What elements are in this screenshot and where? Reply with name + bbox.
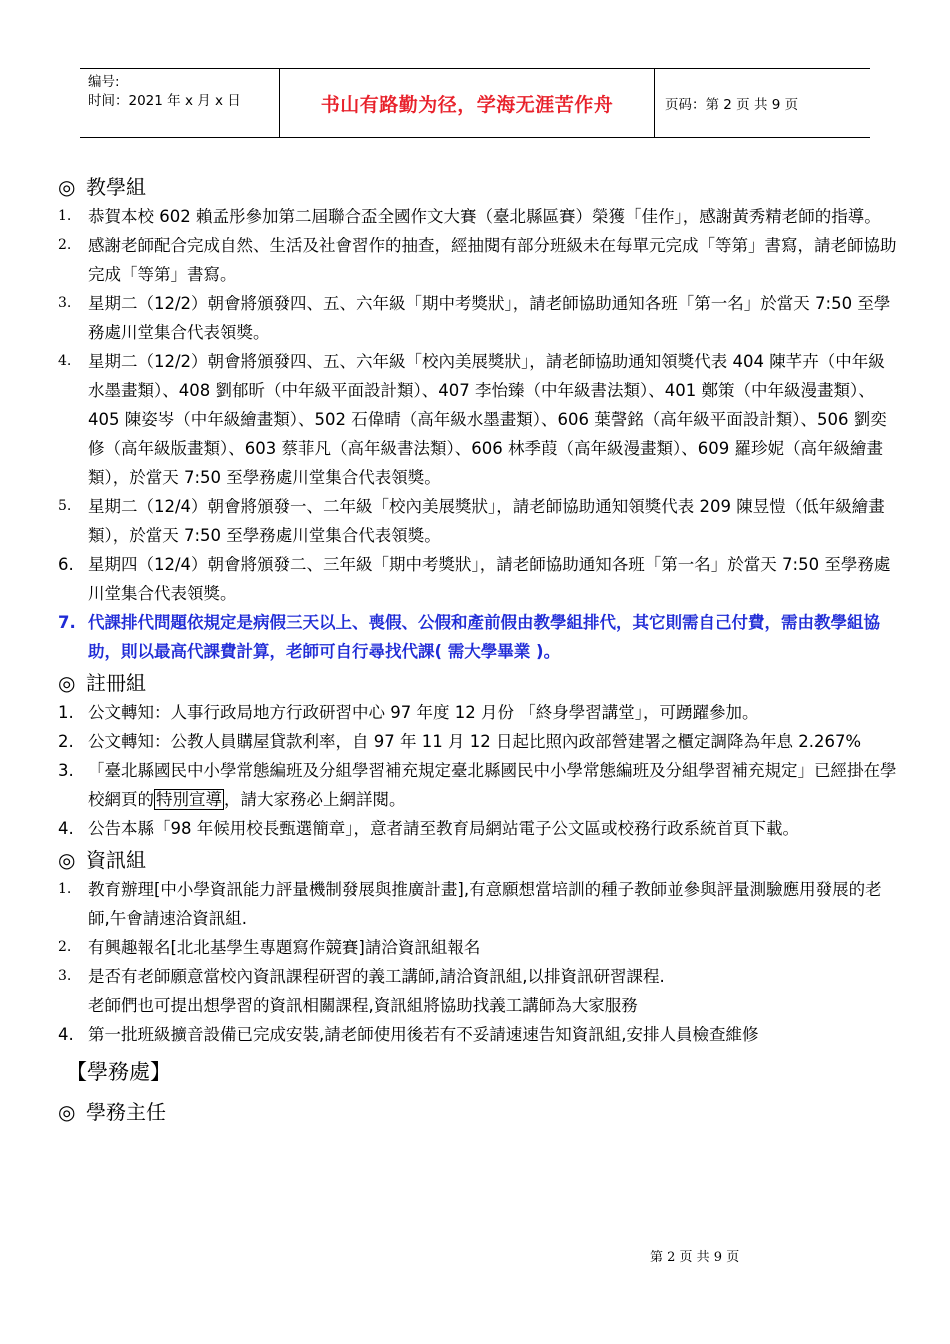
list-item: 2. 有興趣報名[北北基學生專題寫作競賽]請洽資訊組報名 bbox=[58, 938, 481, 957]
list-item: 3. 是否有老師願意當校內資訊課程研習的義工講師,請洽資訊組,以排資訊研習課程. 老師們也可提出想學習的資訊相關課程,資訊組將協助找義工講師為大家服務 bbox=[58, 967, 665, 1015]
document-body bbox=[58, 170, 898, 1127]
list-item: 4. 星期二（12/2）朝會將頒發四、五、六年級「校內美展獎狀」，請老師協助通知領獎代表 404 陳芊卉（中年級水墨畫類）、408 劉郁昕（中年級平面設計類）、407 李怡臻（中年級書法類）、401 鄭策（中年級漫畫類）、405 陳姿岑（中年級繪畫類）、502 石偉晴（高年級水墨畫類）、606 葉謦銘（高年級平面設計類）、506 劉奕修（高年級版畫類）、603 蔡菲凡（高年級書法類）、606 林季葭（高年級漫畫類）、609 羅珍妮（高年級繪畫類），於當天 7:50 至學務處川堂集合代表領獎。 bbox=[58, 352, 887, 487]
section-director-title: ◎ 學務主任 bbox=[58, 1097, 898, 1127]
section-info-title: ◎ 資訊組 bbox=[58, 845, 898, 875]
special-announcement-link[interactable]: 特別宣導 bbox=[156, 790, 222, 809]
page-footer: 第 2 页 共 9 页 bbox=[650, 1250, 740, 1265]
list-item: 4. 公告本縣「98 年候用校長甄選簡章」，意者請至教育局網站電子公文區或校務行政系統首頁下載。 bbox=[58, 819, 799, 838]
list-item: 1. 公文轉知：人事行政局地方行政研習中心 97 年度 12 月份 「終身學習講堂」，可踴躍參加。 bbox=[58, 703, 759, 722]
student-affairs-heading: 【學務處】 bbox=[66, 1060, 171, 1084]
serial-label: 编号: bbox=[88, 74, 120, 90]
list-item: 2. 感謝老師配合完成自然、生活及社會習作的抽查，經抽閱有部分班級未在每單元完成「等第」書寫，請老師協助完成「等第」書寫。 bbox=[58, 236, 897, 284]
section-mark: ◎ bbox=[58, 848, 76, 872]
section-teaching-title: ◎ 教學組 bbox=[58, 172, 898, 202]
list-item: 5. 星期二（12/4）朝會將頒發一、二年級「校內美展獎狀」，請老師協助通知領獎代表 209 陳昱愷（低年級繪畫類），於當天 7:50 至學務處川堂集合代表領獎。 bbox=[58, 497, 885, 545]
list-item: 3. 「臺北縣國民中小學常態編班及分組學習補充規定臺北縣國民中小學常態編班及分組學習補充規定」已經掛在學校網頁的 特別宣導 ，請大家務必上網詳閱。 bbox=[58, 761, 897, 809]
list-item: 4. 第一批班級擴音設備已完成安裝,請老師使用後若有不妥請速速告知資訊組,安排人員檢查維修 bbox=[58, 1025, 759, 1044]
list-item: 6. 星期四（12/4）朝會將頒發二、三年級「期中考獎狀」，請老師協助通知各班「第一名」於當天 7:50 至學務處川堂集合代表領獎。 bbox=[58, 555, 891, 603]
header-page-info: 页码：第 2 页 共 9 页 bbox=[665, 97, 799, 113]
list-item: 1. 教育辦理[中小學資訊能力評量機制發展與推廣計畫],有意願想當培訓的種子教師並參與評量測驗應用發展的老師,午會請速洽資訊組. bbox=[58, 880, 882, 928]
section-mark: ◎ bbox=[58, 671, 76, 695]
section-registration-title: ◎ 註冊組 bbox=[58, 668, 898, 698]
section-mark: ◎ bbox=[58, 1100, 76, 1124]
section-mark: ◎ bbox=[58, 175, 76, 199]
list-item: 3. 星期二（12/2）朝會將頒發四、五、六年級「期中考獎狀」，請老師協助通知各班「第一名」於當天 7:50 至學務處川堂集合代表領獎。 bbox=[58, 294, 891, 342]
header-motto: 书山有路勤为径，学海无涯苦作舟 bbox=[280, 69, 655, 137]
list-item: 2. 公文轉知：公教人員購屋貸款利率，自 97 年 11 月 12 日起比照內政部營建署之櫃定調降為年息 2.267% bbox=[58, 732, 862, 751]
page-header bbox=[80, 68, 870, 138]
list-item: 1. 恭賀本校 602 賴孟彤參加第二屆聯合盃全國作文大賽（臺北縣區賽）榮獲「佳作」，感謝黃秀精老師的指導。 bbox=[58, 207, 881, 226]
time-label: 时间：2021 年 x 月 x 日 bbox=[88, 93, 241, 109]
header-meta bbox=[80, 69, 280, 137]
list-item-highlight: 7. 代課排代問題依規定是病假三天以上、喪假、公假和產前假由教學組排代，其它則需自己付費，需由教學組協助，則以最高代課費計算，老師可自行尋找代課( 需大學畢業 )。 bbox=[58, 613, 880, 661]
